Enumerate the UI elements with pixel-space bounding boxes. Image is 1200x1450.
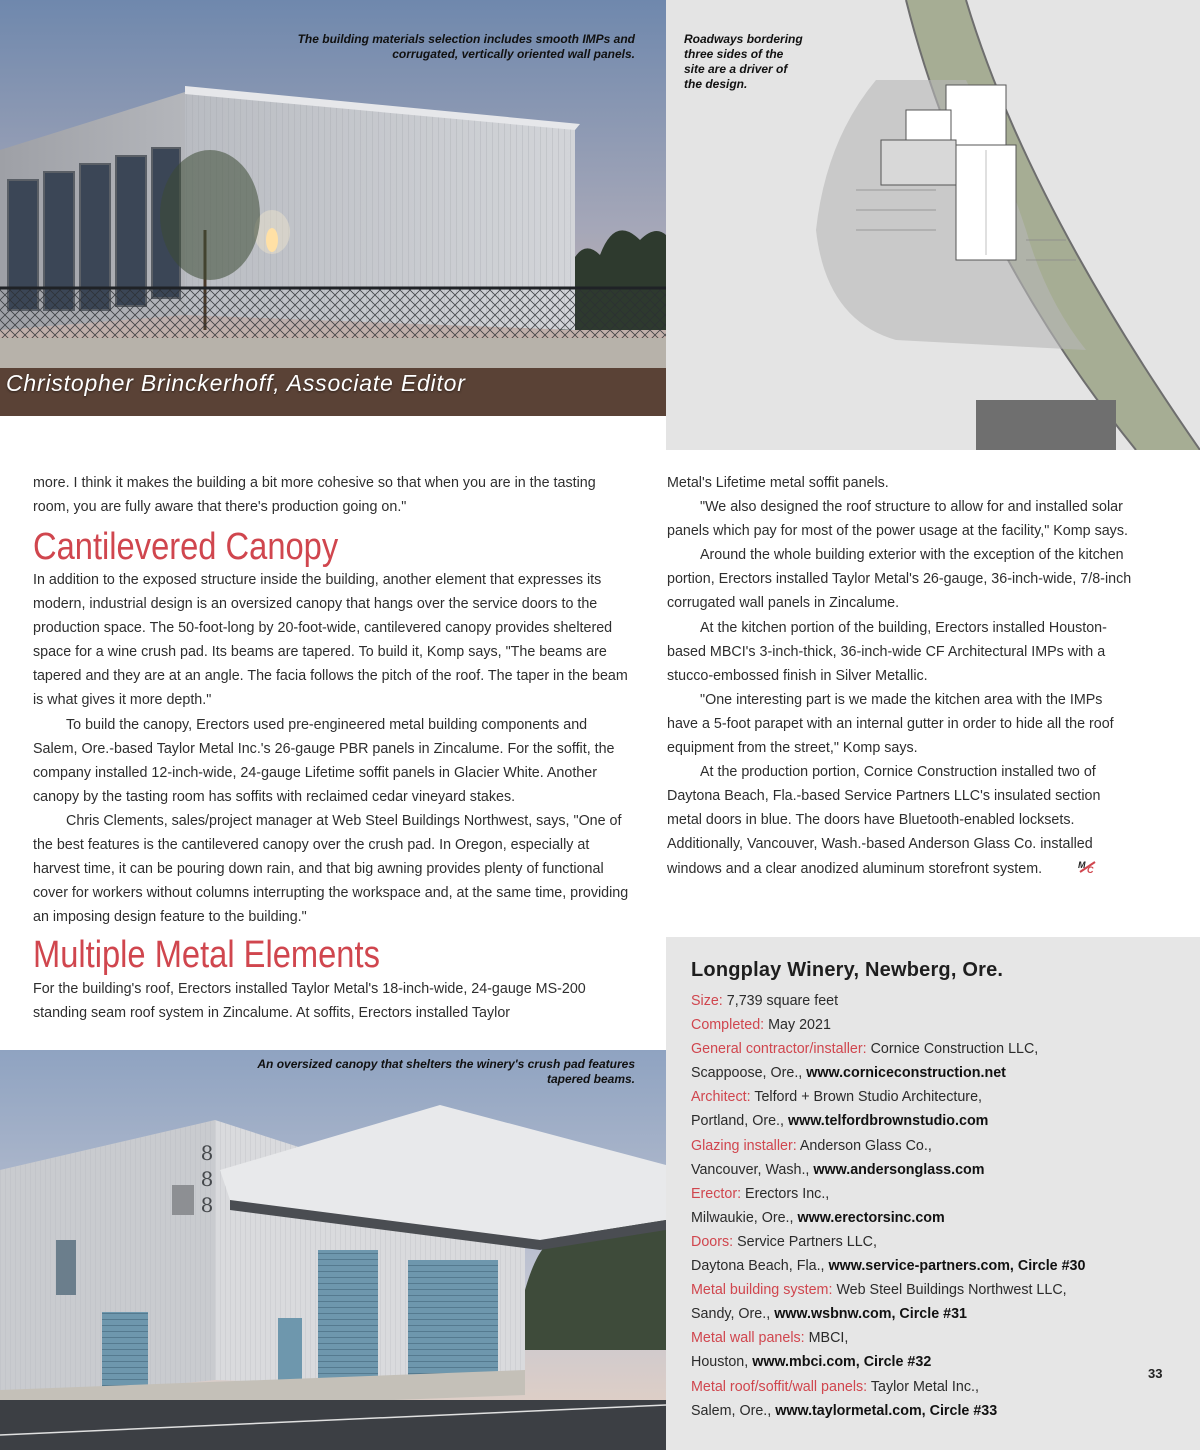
canopy-section-body bbox=[33, 568, 633, 929]
building-address-number: 888 bbox=[200, 1141, 214, 1217]
credit-label: Metal building system: bbox=[691, 1282, 833, 1299]
credit-city: Scappoose, Ore., bbox=[691, 1065, 803, 1082]
section-heading-canopy: Cantilevered Canopy bbox=[33, 526, 339, 568]
credit-url: www.andersonglass.com bbox=[813, 1161, 985, 1178]
credit-url: www.corniceconstruction.net bbox=[806, 1065, 1006, 1082]
article-paragraph: For the building's roof, Erectors installed Taylor Metal's 18-inch-wide, 24-gauge MS-200 standing seam roof system in Zincalume. At soffits, Erectors installed Taylor bbox=[33, 981, 586, 1022]
credit-value: Service Partners LLC, bbox=[737, 1233, 877, 1250]
credit-value: 7,739 square feet bbox=[726, 993, 839, 1009]
article-paragraph: "We also designed the roof structure to allow for and installed solar panels which pay for most of the power usage at the facility," Komp says. bbox=[667, 499, 1128, 540]
credit-url: www.wsbnw.com, Circle #31 bbox=[774, 1306, 967, 1323]
credit-url: www.erectorsinc.com bbox=[797, 1209, 945, 1226]
photo-canopy bbox=[0, 1050, 666, 1450]
section-heading-metal: Multiple Metal Elements bbox=[33, 934, 380, 976]
byline: Christopher Brinckerhoff, Associate Editor bbox=[6, 370, 466, 396]
svg-text:C: C bbox=[1087, 864, 1094, 875]
credit-label: Completed: bbox=[691, 1017, 765, 1034]
metal-section-body bbox=[33, 977, 633, 1025]
credit-doors bbox=[691, 1230, 1161, 1254]
credit-label: Size: bbox=[691, 993, 723, 1009]
article-column-right bbox=[667, 471, 1137, 881]
credit-erector bbox=[691, 1182, 1161, 1206]
article-paragraph: more. I think it makes the building a bit more cohesive so that when you are in the tasting room, you are fully aware that there's production going on." bbox=[33, 475, 596, 516]
credit-value: Cornice Construction LLC, bbox=[870, 1041, 1039, 1058]
photo-caption-bottom: An oversized canopy that shelters the winery's crush pad features tapered beams. bbox=[257, 1057, 635, 1086]
article-paragraph: At the production portion, Cornice Construction installed two of Daytona Beach, Fla.-based Service Partners LLC's insulated section metal doors in blue. The doors have Bluetooth-enabled locksets. Additionally, Vancouver, Wash.-based Anderson Glass Co. installed windows and a clear anodized aluminum storefront system. bbox=[667, 764, 1101, 877]
svg-text:M: M bbox=[1078, 859, 1086, 870]
credit-size bbox=[691, 989, 1161, 1013]
credit-metal-wall-panels bbox=[691, 1326, 1161, 1350]
credit-completed bbox=[691, 1013, 1161, 1037]
credit-city: Sandy, Ore., bbox=[691, 1306, 771, 1323]
credit-value: MBCI, bbox=[808, 1330, 849, 1347]
credit-city: Salem, Ore., bbox=[691, 1402, 772, 1419]
credit-value: Erectors Inc., bbox=[745, 1185, 830, 1202]
photo-building-exterior bbox=[0, 0, 666, 416]
credit-city: Daytona Beach, Fla., bbox=[691, 1258, 825, 1275]
credit-url: www.telfordbrownstudio.com bbox=[787, 1113, 989, 1130]
credit-label: Metal roof/soffit/wall panels: bbox=[691, 1378, 868, 1395]
article-paragraph: "One interesting part is we made the kitchen area with the IMPs have a 5-foot parapet with an internal gutter in order to hide all the roof equipment from the street," Komp says. bbox=[667, 691, 1114, 757]
credit-city: Milwaukie, Ore., bbox=[691, 1209, 794, 1226]
article-paragraph: Around the whole building exterior with the exception of the kitchen portion, Erectors installed Taylor Metal's 26-gauge, 36-inch-wide, 7/8-inch corrugated wall panels in Zincalume. bbox=[667, 547, 1132, 612]
article-paragraph: To build the canopy, Erectors used pre-engineered metal building components and Salem, Ore.-based Taylor Metal Inc.'s 26-gauge PBR panels in Zincalume. For the soffit, the company installed 12-inch-wide, 24-gauge Lifetime soffit panels in Glacier White. Another canopy by the tasting room has soffits with reclaimed cedar vineyard stakes. bbox=[33, 716, 615, 805]
credit-city: Vancouver, Wash., bbox=[691, 1161, 810, 1178]
credit-glazing bbox=[691, 1134, 1161, 1158]
article-paragraph: Metal's Lifetime metal soffit panels. bbox=[667, 475, 889, 491]
credit-label: Architect: bbox=[691, 1089, 751, 1106]
credit-city: Houston, bbox=[691, 1354, 749, 1371]
credit-general-contractor bbox=[691, 1037, 1161, 1061]
credit-label: Erector: bbox=[691, 1185, 742, 1202]
project-info-sidebar bbox=[666, 937, 1200, 1450]
credit-label: Glazing installer: bbox=[691, 1137, 797, 1154]
credit-metal-building-system bbox=[691, 1278, 1161, 1302]
sidebar-title: Longplay Winery, Newberg, Ore. bbox=[691, 959, 1004, 981]
credit-label: Doors: bbox=[691, 1233, 734, 1250]
page-number: 33 bbox=[1148, 1366, 1163, 1381]
photo-caption-top: The building materials selection includes smooth IMPs and corrugated, vertically oriented wall panels. bbox=[297, 32, 635, 61]
credit-architect bbox=[691, 1085, 1161, 1109]
article-paragraph: Chris Clements, sales/project manager at Web Steel Buildings Northwest, says, "One of the best features is the cantilevered canopy over the crush pad. In Oregon, especially at harvest time, it can be pouring down rain, and that big awning provides plenty of functional cover for workers without columns interrupting the workspace and, at the same time, providing an imposing design feature to the building." bbox=[33, 812, 629, 926]
credit-url: www.service-partners.com, Circle #30 bbox=[828, 1258, 1086, 1275]
credit-url: www.mbci.com, Circle #32 bbox=[752, 1354, 932, 1371]
article-paragraph: In addition to the exposed structure inside the building, another element that expresses its modern, industrial design is an oversized canopy that hangs over the service doors to the production space. The 50-foot-long by 20-foot-wide, cantilevered canopy provides sheltered space for a wine crush pad. Its beams are tapered. To build it, Komp says, "The beams are tapered and they are at an angle. The facia follows the pitch of the roof. The taper in the beam is what gives it more depth." bbox=[33, 572, 628, 709]
credit-url: www.taylormetal.com, Circle #33 bbox=[775, 1402, 998, 1419]
credit-value: Anderson Glass Co., bbox=[799, 1137, 932, 1154]
credit-label: Metal wall panels: bbox=[691, 1330, 805, 1347]
credit-value: May 2021 bbox=[768, 1017, 831, 1034]
end-mark-icon bbox=[1044, 859, 1094, 875]
article-column-left bbox=[33, 471, 633, 519]
credit-value: Taylor Metal Inc., bbox=[870, 1378, 979, 1395]
credit-label: General contractor/installer: bbox=[691, 1041, 867, 1058]
article-paragraph: At the kitchen portion of the building, Erectors installed Houston-based MBCI's 3-inch-thick, 36-inch-wide CF Architectural IMPs with a stucco-embossed finish in Silver Metallic. bbox=[667, 619, 1107, 684]
credit-value: Telford + Brown Studio Architecture, bbox=[754, 1089, 982, 1106]
site-plan-caption: Roadways bordering three sides of the site are a driver of the design. bbox=[684, 32, 803, 91]
credit-metal-roof-soffit-wall bbox=[691, 1375, 1161, 1399]
credit-city: Portland, Ore., bbox=[691, 1113, 784, 1130]
sidebar-credits-list bbox=[691, 989, 1161, 1423]
credit-value: Web Steel Buildings Northwest LLC, bbox=[836, 1282, 1067, 1299]
